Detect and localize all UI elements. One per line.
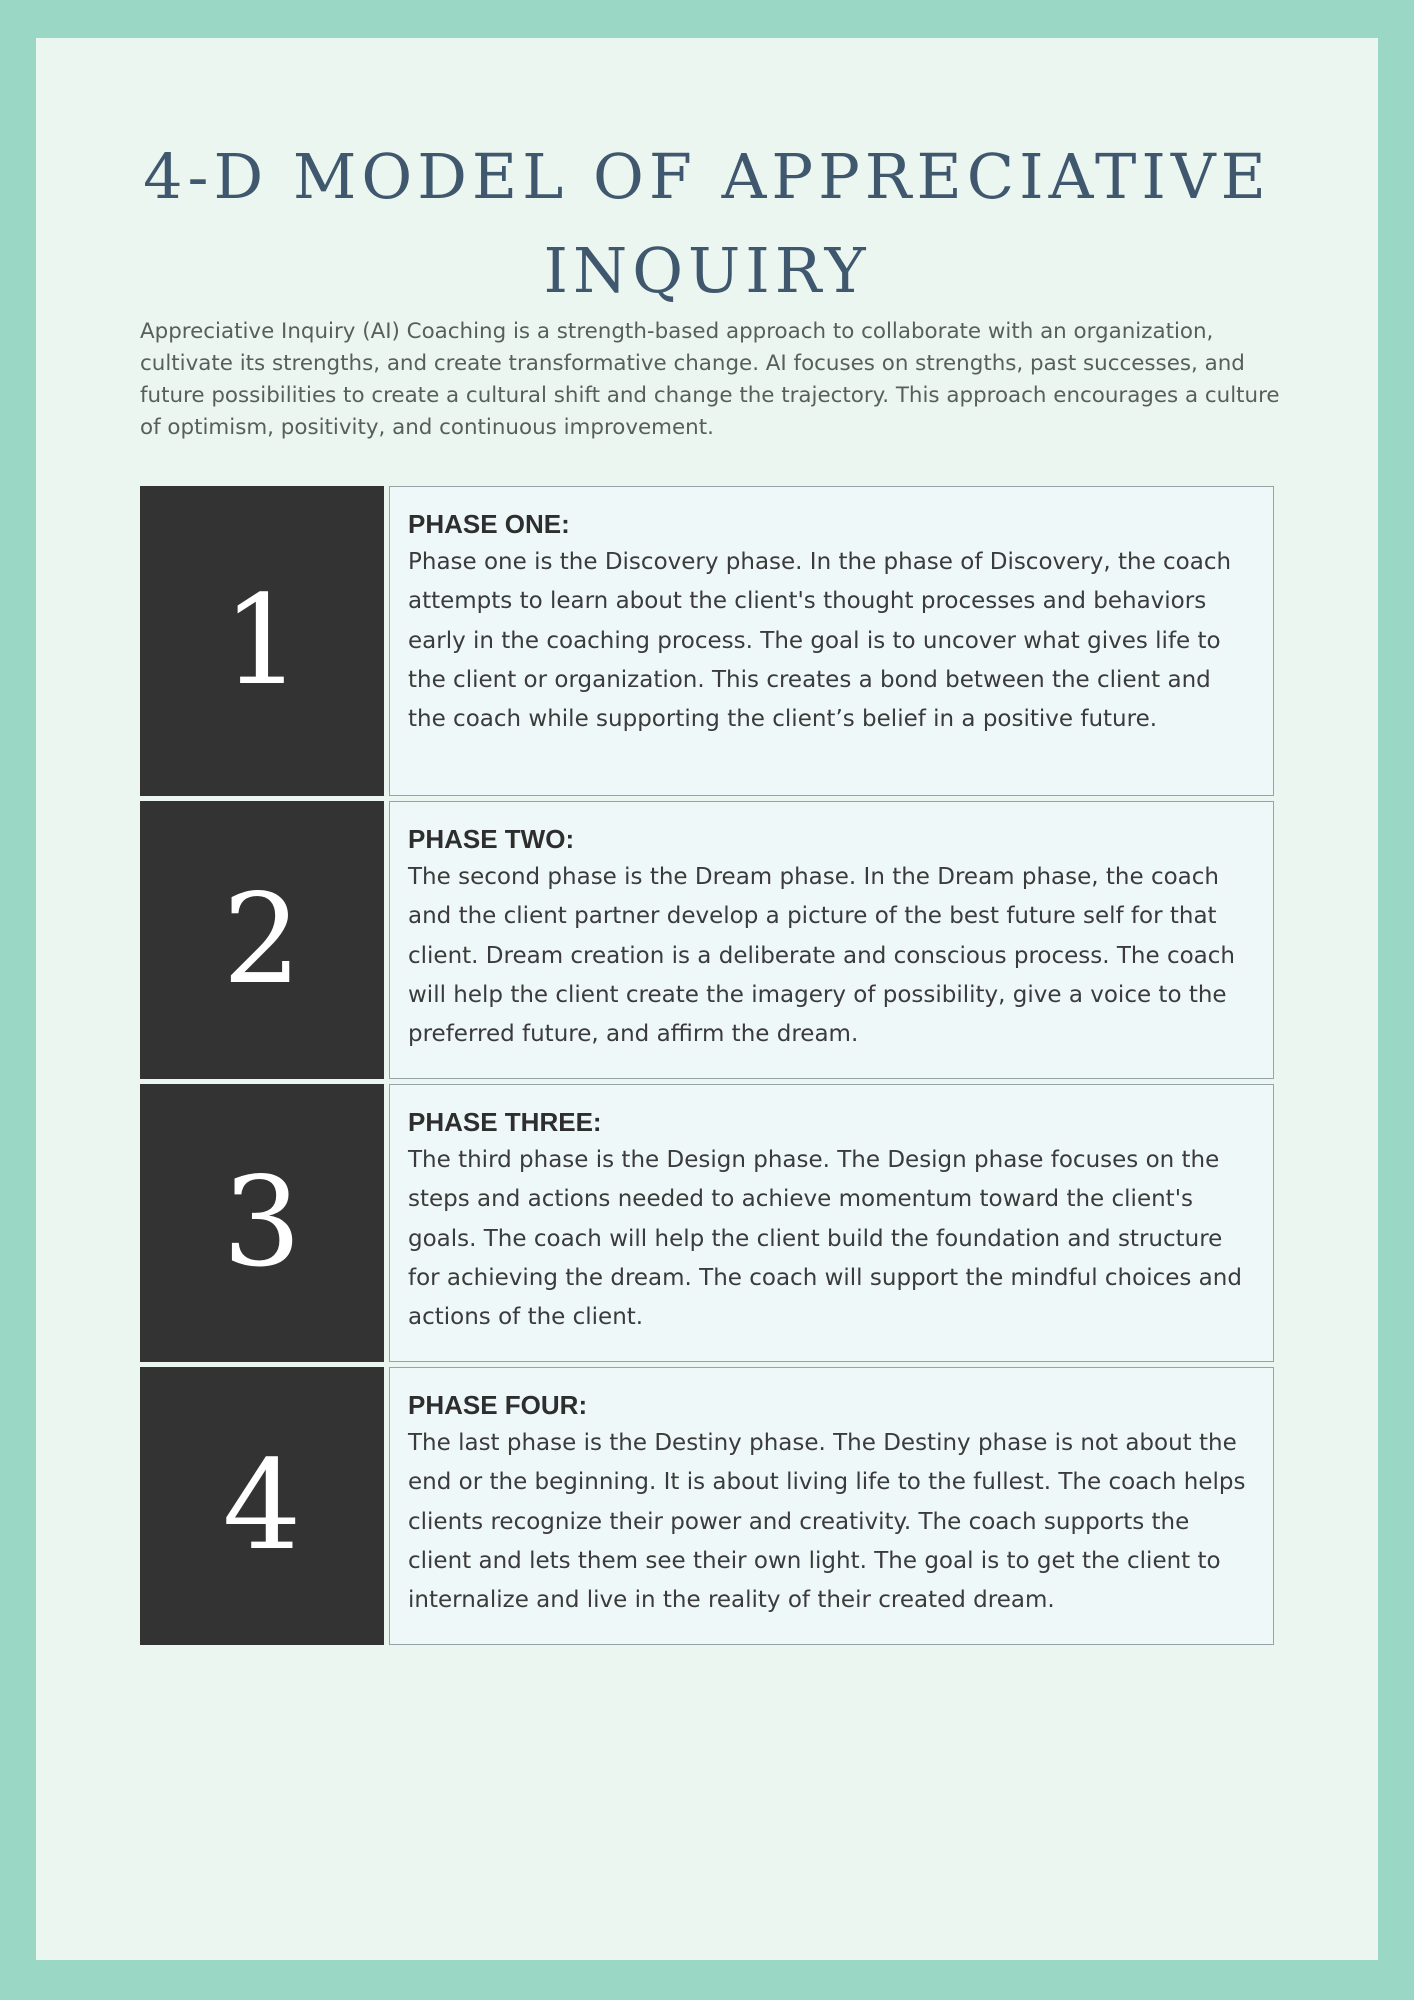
phase-text-block <box>389 486 1274 796</box>
phase-number-block <box>140 1084 384 1362</box>
phase-number: 1 <box>222 569 302 713</box>
phase-heading: PHASE TWO: <box>408 824 575 854</box>
page-title: 4-D MODEL OF APPRECIATIVE INQUIRY <box>143 140 1271 307</box>
phase-row-one <box>140 486 1274 796</box>
phase-list <box>140 486 1274 1650</box>
phase-heading: PHASE ONE: <box>408 509 570 539</box>
phase-row-four <box>140 1367 1274 1645</box>
phase-heading: PHASE FOUR: <box>408 1390 588 1420</box>
phase-description: The third phase is the Design phase. The Design phase focuses on the steps and actions needed to achieve momentum toward the client's goals. The coach will help the client build the foundation and structure for achieving the dream. The coach will support the mindful choices and actions of the client. <box>408 1147 1242 1331</box>
phase-description: The second phase is the Dream phase. In the Dream phase, the coach and the client partner develop a picture of the best future self for that client. Dream creation is a deliberate and conscious process. The coach will help the client create the imagery of possibility, give a voice to the preferred future, and affirm the dream. <box>408 864 1235 1048</box>
phase-number: 2 <box>222 868 302 1012</box>
phase-heading: PHASE THREE: <box>408 1107 602 1137</box>
phase-text-block <box>389 1367 1274 1645</box>
phase-row-two <box>140 801 1274 1079</box>
phase-row-three <box>140 1084 1274 1362</box>
phase-text-block <box>389 1084 1274 1362</box>
phase-number-block <box>140 486 384 796</box>
phase-number: 4 <box>222 1434 302 1578</box>
phase-description: Phase one is the Discovery phase. In the phase of Discovery, the coach attempts to learn about the client's thought processes and behaviors early in the coaching process. The goal is to uncover what gives life to the client or organization. This creates a bond between the client and the coach while supporting the client’s belief in a positive future. <box>408 549 1232 733</box>
intro-paragraph: Appreciative Inquiry (AI) Coaching is a strength-based approach to collaborate with an organization, cultivate its strengths, and create transformative change. AI focuses on strengths, past successes, and future possibilities to create a cultural shift and change the trajectory. This approach encourages a culture of optimism, positivity, and continuous improvement. <box>140 319 1280 440</box>
phase-number-block <box>140 1367 384 1645</box>
phase-description: The last phase is the Destiny phase. The Destiny phase is not about the end or the beginning. It is about living life to the fullest. The coach helps clients recognize their power and creativity. The coach supports the client and lets them see their own light. The goal is to get the client to internalize and live in the reality of their created dream. <box>408 1430 1246 1614</box>
phase-number: 3 <box>222 1151 302 1295</box>
phase-text-block <box>389 801 1274 1079</box>
document-page <box>36 38 1378 1960</box>
phase-number-block <box>140 801 384 1079</box>
